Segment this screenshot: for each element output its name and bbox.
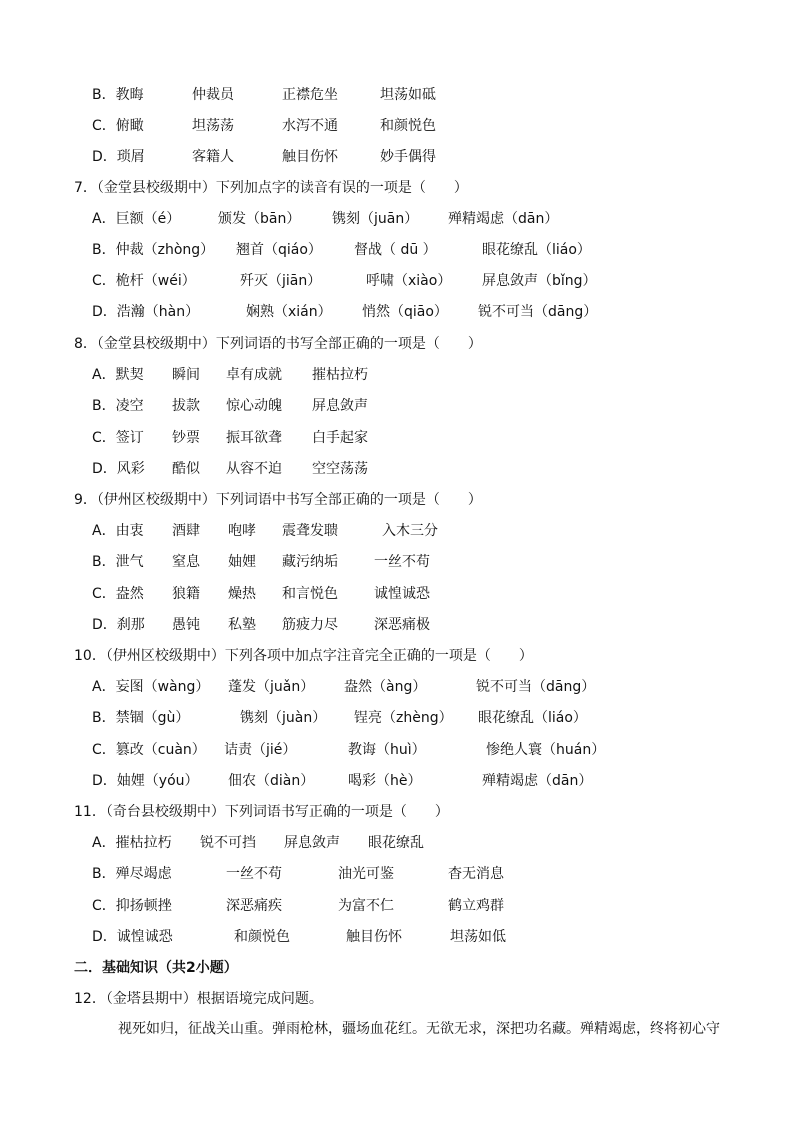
option-label: C．盎然 <box>92 586 144 602</box>
option-word: 颁发（bān） <box>218 211 301 227</box>
option-label: D．琐屑 <box>92 149 145 165</box>
option-word: 娴熟（xián） <box>246 304 332 320</box>
option-word: 锐不可当（dāng） <box>478 304 598 320</box>
option-label: A．默契 <box>92 367 144 383</box>
option-label: B．教晦 <box>92 87 144 103</box>
question-10 <box>74 645 533 667</box>
option-word: 私塾 <box>228 617 256 633</box>
section-title: 二．基础知识（共2小题） <box>74 960 238 976</box>
option-label: C．桅杆（wéi） <box>92 273 196 289</box>
option-word: 悄然（qiāo） <box>362 304 448 320</box>
option-word: 眼花缭乱（liáo） <box>478 710 587 726</box>
option-word: 诚惶诚恐 <box>374 586 430 602</box>
option-label: C．抑扬顿挫 <box>92 898 172 914</box>
option-word: 空空荡荡 <box>312 461 368 477</box>
option-label: D．妯娌（yóu） <box>92 773 199 789</box>
option-word: 坦荡荡 <box>192 118 234 134</box>
option-word: 坦荡如砥 <box>380 87 436 103</box>
option-word: 蓬发（juǎn） <box>228 679 315 695</box>
option-word: 和颜悦色 <box>380 118 436 134</box>
option-word: 和颜悦色 <box>234 929 290 945</box>
option-word: 从容不迫 <box>226 461 282 477</box>
question-text: 10．（伊州区校级期中）下列各项中加点字注音完全正确的一项是（ ） <box>74 648 533 664</box>
option-label: C．俯瞰 <box>92 118 144 134</box>
option-word: 殚精竭虑（dān） <box>482 773 593 789</box>
option-word: 歼灭（jiān） <box>240 273 322 289</box>
option-word: 一丝不苟 <box>226 866 282 882</box>
option-label: B．凌空 <box>92 398 144 414</box>
option-word: 油光可鉴 <box>338 866 394 882</box>
option-word: 咆哮 <box>228 523 256 539</box>
option-word: 杳无消息 <box>448 866 504 882</box>
option-label: C．篡改（cuàn） <box>92 742 206 758</box>
option-label: A．摧枯拉朽 <box>92 835 172 851</box>
option-word: 妙手偶得 <box>380 149 436 165</box>
option-word: 屏息敛声 <box>284 835 340 851</box>
option-word: 为富不仁 <box>338 898 394 914</box>
option-word: 屏息敛声 <box>312 398 368 414</box>
option-word: 仲裁员 <box>192 87 234 103</box>
option-word: 拔款 <box>172 398 200 414</box>
option-label: B．仲裁（zhòng） <box>92 242 215 258</box>
option-word: 镌刻（juān） <box>332 211 419 227</box>
option-word: 一丝不苟 <box>374 554 430 570</box>
question-text: 8．（金堂县校级期中）下列词语的书写全部正确的一项是（ ） <box>74 336 482 352</box>
section-heading <box>74 957 238 979</box>
option-word: 白手起家 <box>312 430 368 446</box>
option-word: 狼籍 <box>172 586 200 602</box>
option-label: B．泄气 <box>92 554 144 570</box>
option-word: 触目伤怀 <box>282 149 338 165</box>
question-9 <box>74 489 482 511</box>
option-word: 翘首（qiáo） <box>236 242 322 258</box>
option-word: 锐不可当（dāng） <box>476 679 596 695</box>
option-word: 振耳欲聋 <box>226 430 282 446</box>
option-word: 摧枯拉朽 <box>312 367 368 383</box>
option-word: 妯娌 <box>228 554 256 570</box>
option-label: B．殚尽竭虑 <box>92 866 172 882</box>
question-11 <box>74 801 449 823</box>
option-word: 佃农（diàn） <box>228 773 315 789</box>
option-label: D．风彩 <box>92 461 145 477</box>
option-word: 坦荡如低 <box>450 929 506 945</box>
question-8 <box>74 333 482 355</box>
question-text: 9．（伊州区校级期中）下列词语中书写全部正确的一项是（ ） <box>74 492 482 508</box>
option-word: 呼啸（xiào） <box>366 273 452 289</box>
option-word: 卓有成就 <box>226 367 282 383</box>
option-label: C．签订 <box>92 430 144 446</box>
option-word: 燥热 <box>228 586 256 602</box>
option-word: 酷似 <box>172 461 200 477</box>
option-label: B．禁锢（gù） <box>92 710 190 726</box>
option-word: 惊心动魄 <box>226 398 282 414</box>
option-word: 水泻不通 <box>282 118 338 134</box>
option-word: 深恶痛极 <box>374 617 430 633</box>
option-word: 眼花缭乱（liáo） <box>482 242 591 258</box>
option-word: 诘责（jié） <box>224 742 297 758</box>
option-word: 藏污纳垢 <box>282 554 338 570</box>
option-word: 锃亮（zhèng） <box>354 710 453 726</box>
option-word: 触目伤怀 <box>346 929 402 945</box>
option-word: 教诲（huì） <box>348 742 426 758</box>
option-word: 督战（ dū ） <box>354 242 437 258</box>
question-12 <box>74 988 323 1010</box>
question-text: 11．（奇台县校级期中）下列词语书写正确的一项是（ ） <box>74 804 449 820</box>
option-label: A．由衷 <box>92 523 144 539</box>
question-7 <box>74 177 468 199</box>
option-word: 客籍人 <box>192 149 234 165</box>
option-word: 眼花缭乱 <box>368 835 424 851</box>
option-word: 和言悦色 <box>282 586 338 602</box>
option-word: 屏息敛声（bǐng） <box>482 273 597 289</box>
option-label: D．诚惶诚恐 <box>92 929 173 945</box>
option-word: 钞票 <box>172 430 200 446</box>
option-word: 窒息 <box>172 554 200 570</box>
option-word: 酒肆 <box>172 523 200 539</box>
option-word: 正襟危坐 <box>282 87 338 103</box>
option-word: 盎然（àng） <box>344 679 427 695</box>
option-label: D．浩瀚（hàn） <box>92 304 200 320</box>
option-word: 惨绝人寰（huán） <box>486 742 606 758</box>
option-label: A．巨额（é） <box>92 211 181 227</box>
option-label: A．妄图（wàng） <box>92 679 210 695</box>
option-word: 筋疲力尽 <box>282 617 338 633</box>
option-word: 鹤立鸡群 <box>448 898 504 914</box>
option-word: 镌刻（juàn） <box>240 710 327 726</box>
option-word: 愚钝 <box>172 617 200 633</box>
question-text: 12．（金塔县期中）根据语境完成问题。 <box>74 991 323 1007</box>
option-label: D．刹那 <box>92 617 145 633</box>
option-word: 喝彩（hè） <box>348 773 422 789</box>
option-word: 锐不可挡 <box>200 835 256 851</box>
option-word: 入木三分 <box>382 523 438 539</box>
option-word: 深恶痛疾 <box>226 898 282 914</box>
option-word: 震聋发聩 <box>282 523 338 539</box>
option-word: 瞬间 <box>172 367 200 383</box>
option-word: 殚精竭虑（dān） <box>448 211 559 227</box>
passage-text: 视死如归，征战关山重。弹雨枪林，疆场血花红。无欲无求，深把功名藏。殚精竭虑，终将初心守 <box>118 1021 720 1037</box>
question-text: 7．（金堂县校级期中）下列加点字的读音有误的一项是（ ） <box>74 180 468 196</box>
